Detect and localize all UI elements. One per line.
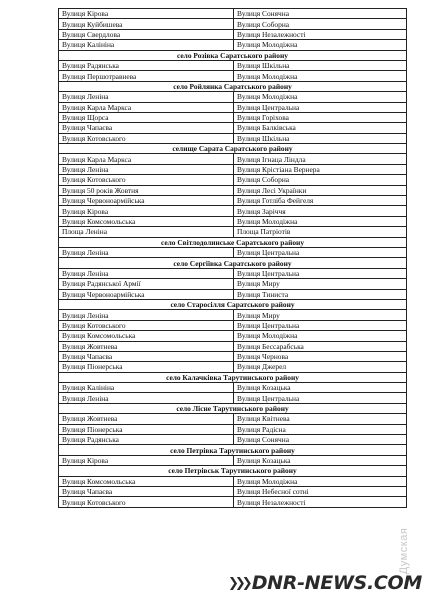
old-street-name: Вулиця Котовського: [59, 175, 234, 185]
new-street-name: Вулиця Чернова: [234, 351, 407, 361]
old-street-name: Вулиця Чапаєва: [59, 123, 234, 133]
new-street-name: Вулиця Козацька: [234, 383, 407, 393]
section-header-row: [59, 299, 407, 309]
new-street-name: Вулиця Соборна: [234, 175, 407, 185]
old-street-name: Вулиця Радянської Армії: [59, 279, 234, 289]
table-row: [59, 393, 407, 403]
old-street-name: Вулиця Калініна: [59, 383, 234, 393]
new-street-name: Вулиця Ігнаца Ліндла: [234, 154, 407, 164]
table-row: [59, 19, 407, 29]
section-header-row: [59, 372, 407, 382]
section-title: селище Сарата Саратського району: [59, 144, 407, 154]
table-row: [59, 164, 407, 174]
table-row: [59, 320, 407, 330]
old-street-name: Площа Леніна: [59, 227, 234, 237]
table-row: [59, 175, 407, 185]
new-street-name: Вулиця Центральна: [234, 393, 407, 403]
old-street-name: Вулиця Котовського: [59, 133, 234, 143]
new-street-name: Вулиця Шкільна: [234, 60, 407, 70]
old-street-name: Вулиця Червоноармійська: [59, 289, 234, 299]
table-row: [59, 486, 407, 496]
old-street-name: Вулиця Леніна: [59, 247, 234, 257]
table-row: [59, 102, 407, 112]
old-street-name: Вулиця Леніна: [59, 310, 234, 320]
table-row: [59, 289, 407, 299]
old-street-name: Вулиця Чапаєва: [59, 486, 234, 496]
table-row: [59, 279, 407, 289]
old-street-name: Вулиця Леніна: [59, 164, 234, 174]
old-street-name: Вулиця Чапаєва: [59, 351, 234, 361]
section-title: село Ройлянка Саратського району: [59, 81, 407, 91]
new-street-name: Вулиця Горіхова: [234, 112, 407, 122]
table-row: [59, 206, 407, 216]
old-street-name: Вулиця Калініна: [59, 40, 234, 50]
table-row: [59, 92, 407, 102]
rename-table-body: [59, 9, 407, 508]
table-row: [59, 455, 407, 465]
old-street-name: Вулиця Карла Маркса: [59, 154, 234, 164]
new-street-name: Вулиця Сонячна: [234, 435, 407, 445]
new-street-name: Вулиця Миру: [234, 310, 407, 320]
table-row: [59, 154, 407, 164]
old-street-name: Вулиця Карла Маркса: [59, 102, 234, 112]
table-row: [59, 362, 407, 372]
old-street-name: Вулиця Котовського: [59, 320, 234, 330]
table-row: [59, 196, 407, 206]
section-title: село Світлодолинське Саратського району: [59, 237, 407, 247]
watermark-text: Думская: [398, 527, 410, 575]
table-row: [59, 414, 407, 424]
new-street-name: Вулиця Молодіжна: [234, 71, 407, 81]
new-street-name: Вулиця Миру: [234, 279, 407, 289]
new-street-name: Вулиця Балківська: [234, 123, 407, 133]
new-street-name: Вулиця Бессарабська: [234, 341, 407, 351]
new-street-name: Вулиця Центральна: [234, 320, 407, 330]
old-street-name: Вулиця Свердлова: [59, 29, 234, 39]
table-row: [59, 424, 407, 434]
old-street-name: Вулиця Кірова: [59, 455, 234, 465]
new-street-name: Вулиця Готліба Фейгеля: [234, 196, 407, 206]
old-street-name: Вулиця Куйбишева: [59, 19, 234, 29]
logo-text: DNR-NEWS.COM: [251, 572, 423, 594]
section-header-row: [59, 258, 407, 268]
table-row: [59, 310, 407, 320]
table-row: [59, 185, 407, 195]
old-street-name: Вулиця Кірова: [59, 9, 234, 19]
old-street-name: Вулиця Першотравнева: [59, 71, 234, 81]
table-row: [59, 9, 407, 19]
old-street-name: Вулиця Комсомольська: [59, 331, 234, 341]
section-header-row: [59, 144, 407, 154]
section-title: село Калачківка Тарутинського району: [59, 372, 407, 382]
old-street-name: Вулиця Комсомольська: [59, 476, 234, 486]
new-street-name: Вулиця Лесі Українки: [234, 185, 407, 195]
section-title: село Старосілля Саратського району: [59, 299, 407, 309]
new-street-name: Вулиця Центральна: [234, 268, 407, 278]
table-row: [59, 133, 407, 143]
old-street-name: Вулиця Кірова: [59, 206, 234, 216]
table-row: [59, 123, 407, 133]
new-street-name: Вулиця Центральна: [234, 247, 407, 257]
table-row: [59, 497, 407, 507]
section-header-row: [59, 403, 407, 413]
section-title: село Петрівка Тарутинського району: [59, 445, 407, 455]
old-street-name: Вулиця Щорса: [59, 112, 234, 122]
new-street-name: Площа Патріотів: [234, 227, 407, 237]
table-row: [59, 60, 407, 70]
triple-arrow-icon: ❯❯❯: [228, 576, 249, 591]
table-row: [59, 227, 407, 237]
document-page: [58, 8, 398, 508]
section-header-row: [59, 81, 407, 91]
new-street-name: Вулиця Молодіжна: [234, 216, 407, 226]
table-row: [59, 268, 407, 278]
old-street-name: Вулиця Радянська: [59, 435, 234, 445]
old-street-name: Вулиця Червоноармійська: [59, 196, 234, 206]
table-row: [59, 476, 407, 486]
new-street-name: Вулиця Заріччя: [234, 206, 407, 216]
table-row: [59, 341, 407, 351]
new-street-name: Вулиця Молодіжна: [234, 331, 407, 341]
section-header-row: [59, 445, 407, 455]
section-title: село Розівка Саратського району: [59, 50, 407, 60]
old-street-name: Вулиця Котовського: [59, 497, 234, 507]
old-street-name: Вулиця 50 років Жовтня: [59, 185, 234, 195]
section-title: село Лісне Тарутинського району: [59, 403, 407, 413]
new-street-name: Вулиця Незалежності: [234, 29, 407, 39]
watermark: [396, 512, 412, 590]
table-row: [59, 435, 407, 445]
new-street-name: Вулиця Джерел: [234, 362, 407, 372]
old-street-name: Вулиця Леніна: [59, 92, 234, 102]
table-row: [59, 71, 407, 81]
new-street-name: Вулиця Молодіжна: [234, 476, 407, 486]
old-street-name: Вулиця Піонерська: [59, 424, 234, 434]
old-street-name: Вулиця Жовтнева: [59, 414, 234, 424]
new-street-name: Вулиця Соборна: [234, 19, 407, 29]
new-street-name: Вулиця Молодіжна: [234, 40, 407, 50]
old-street-name: Вулиця Піонерська: [59, 362, 234, 372]
section-title: село Сергіївка Саратського району: [59, 258, 407, 268]
new-street-name: Вулиця Центральна: [234, 102, 407, 112]
new-street-name: Вулиця Незалежності: [234, 497, 407, 507]
new-street-name: Вулиця Тиниста: [234, 289, 407, 299]
street-rename-table: [58, 8, 407, 508]
new-street-name: Вулиця Радісна: [234, 424, 407, 434]
old-street-name: Вулиця Леніна: [59, 393, 234, 403]
old-street-name: Вулиця Комсомольська: [59, 216, 234, 226]
new-street-name: Вулиця Небесної сотні: [234, 486, 407, 496]
table-row: [59, 29, 407, 39]
section-title: село Петрівськ Тарутинського району: [59, 466, 407, 476]
new-street-name: Вулиця Шкільна: [234, 133, 407, 143]
section-header-row: [59, 466, 407, 476]
new-street-name: Вулиця Молодіжна: [234, 92, 407, 102]
table-row: [59, 351, 407, 361]
section-header-row: [59, 50, 407, 60]
old-street-name: Вулиця Радянська: [59, 60, 234, 70]
new-street-name: Вулиця Сонячна: [234, 9, 407, 19]
table-row: [59, 383, 407, 393]
table-row: [59, 40, 407, 50]
new-street-name: Вулиця Квітнева: [234, 414, 407, 424]
section-header-row: [59, 237, 407, 247]
table-row: [59, 331, 407, 341]
old-street-name: Вулиця Жовтнева: [59, 341, 234, 351]
site-logo: [228, 572, 422, 594]
old-street-name: Вулиця Леніна: [59, 268, 234, 278]
table-row: [59, 216, 407, 226]
table-row: [59, 247, 407, 257]
table-row: [59, 112, 407, 122]
new-street-name: Вулиця Козацька: [234, 455, 407, 465]
new-street-name: Вулиця Крістіана Вернера: [234, 164, 407, 174]
